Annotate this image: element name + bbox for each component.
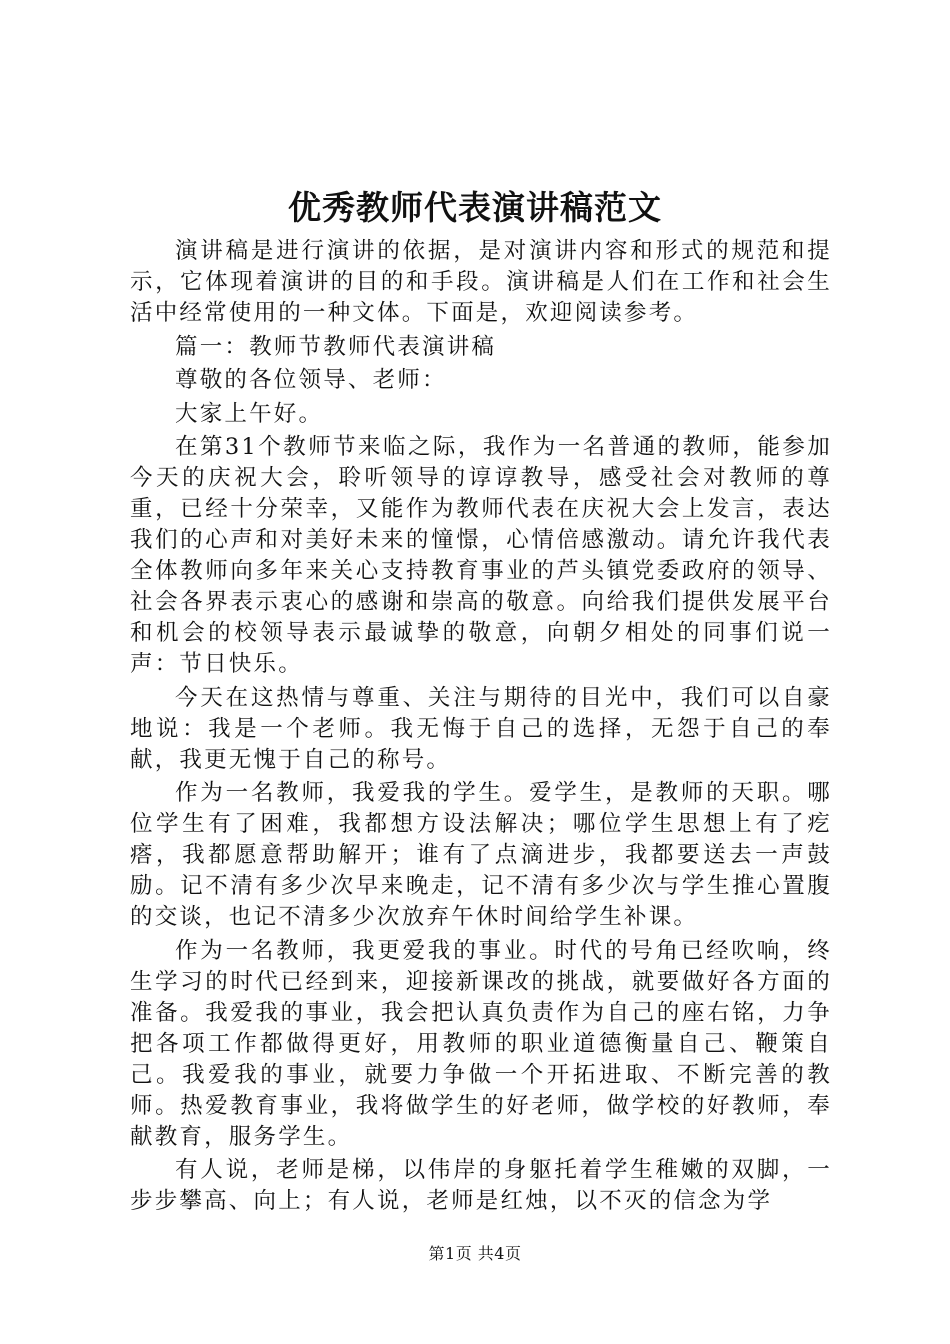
paragraph-body: 今天在这热情与尊重、关注与期待的目光中，我们可以自豪地说：我是一个老师。我无悔于自己的选择，无怨于自己的奉献，我更无愧于自己的称号。 [130,684,832,773]
paragraph-body: 作为一名教师，我爱我的学生。爱学生，是教师的天职。哪位学生有了困难，我都想方设法解决；哪位学生思想上有了疙瘩，我都愿意帮助解开；谁有了点滴进步，我都要送去一声鼓励。记不清有多少次早来晚走，记不清有多少次与学生推心置腹的交谈，也记不清多少次放弃午休时间给学生补课。 [130,780,832,930]
paragraph-greeting: 大家上午好。 [175,400,324,427]
document-title: 优秀教师代表演讲稿范文 [288,188,662,227]
paragraph-section-heading: 篇一：教师节教师代表演讲稿 [175,333,497,360]
page-footer [0,1244,950,1264]
paragraph-body: 有人说，老师是梯，以伟岸的身躯托着学生稚嫩的双脚，一步步攀高、向上；有人说，老师是红烛，以不灭的信念为学 [130,1157,832,1214]
page-indicator: 第1页 共4页 [428,1244,522,1263]
paragraph-body: 在第31个教师节来临之际，我作为一名普通的教师，能参加今天的庆祝大会，聆听领导的谆谆教导，感受社会对教师的尊重，已经十分荣幸，又能作为教师代表在庆祝大会上发言，表达我们的心声和对美好未来的憧憬，心情倍感激动。请允许我代表全体教师向多年来关心支持教育事业的芦头镇党委政府的领导、社会各界表示衷心的感谢和崇高的敬意。向给我们提供发展平台和机会的校领导表示最诚挚的敬意，向朝夕相处的同事们说一声：节日快乐。 [130,434,832,677]
paragraph-intro: 演讲稿是进行演讲的依据，是对演讲内容和形式的规范和提示，它体现着演讲的目的和手段。演讲稿是人们在工作和社会生活中经常使用的一种文体。下面是，欢迎阅读参考。 [130,238,832,326]
paragraph-salutation: 尊敬的各位领导、老师： [175,367,447,393]
document-body [130,236,832,1220]
paragraph-body: 作为一名教师，我更爱我的事业。时代的号角已经吹响，终生学习的时代已经到来，迎接新课改的挑战，就要做好各方面的准备。我爱我的事业，我会把认真负责作为自己的座右铭，力争把各项工作都做得更好，用教师的职业道德衡量自己、鞭策自己。我爱我的事业，就要力争做一个开拓进取、不断完善的教师。热爱教育事业，我将做学生的好老师，做学校的好教师，奉献教育，服务学生。 [130,937,832,1150]
